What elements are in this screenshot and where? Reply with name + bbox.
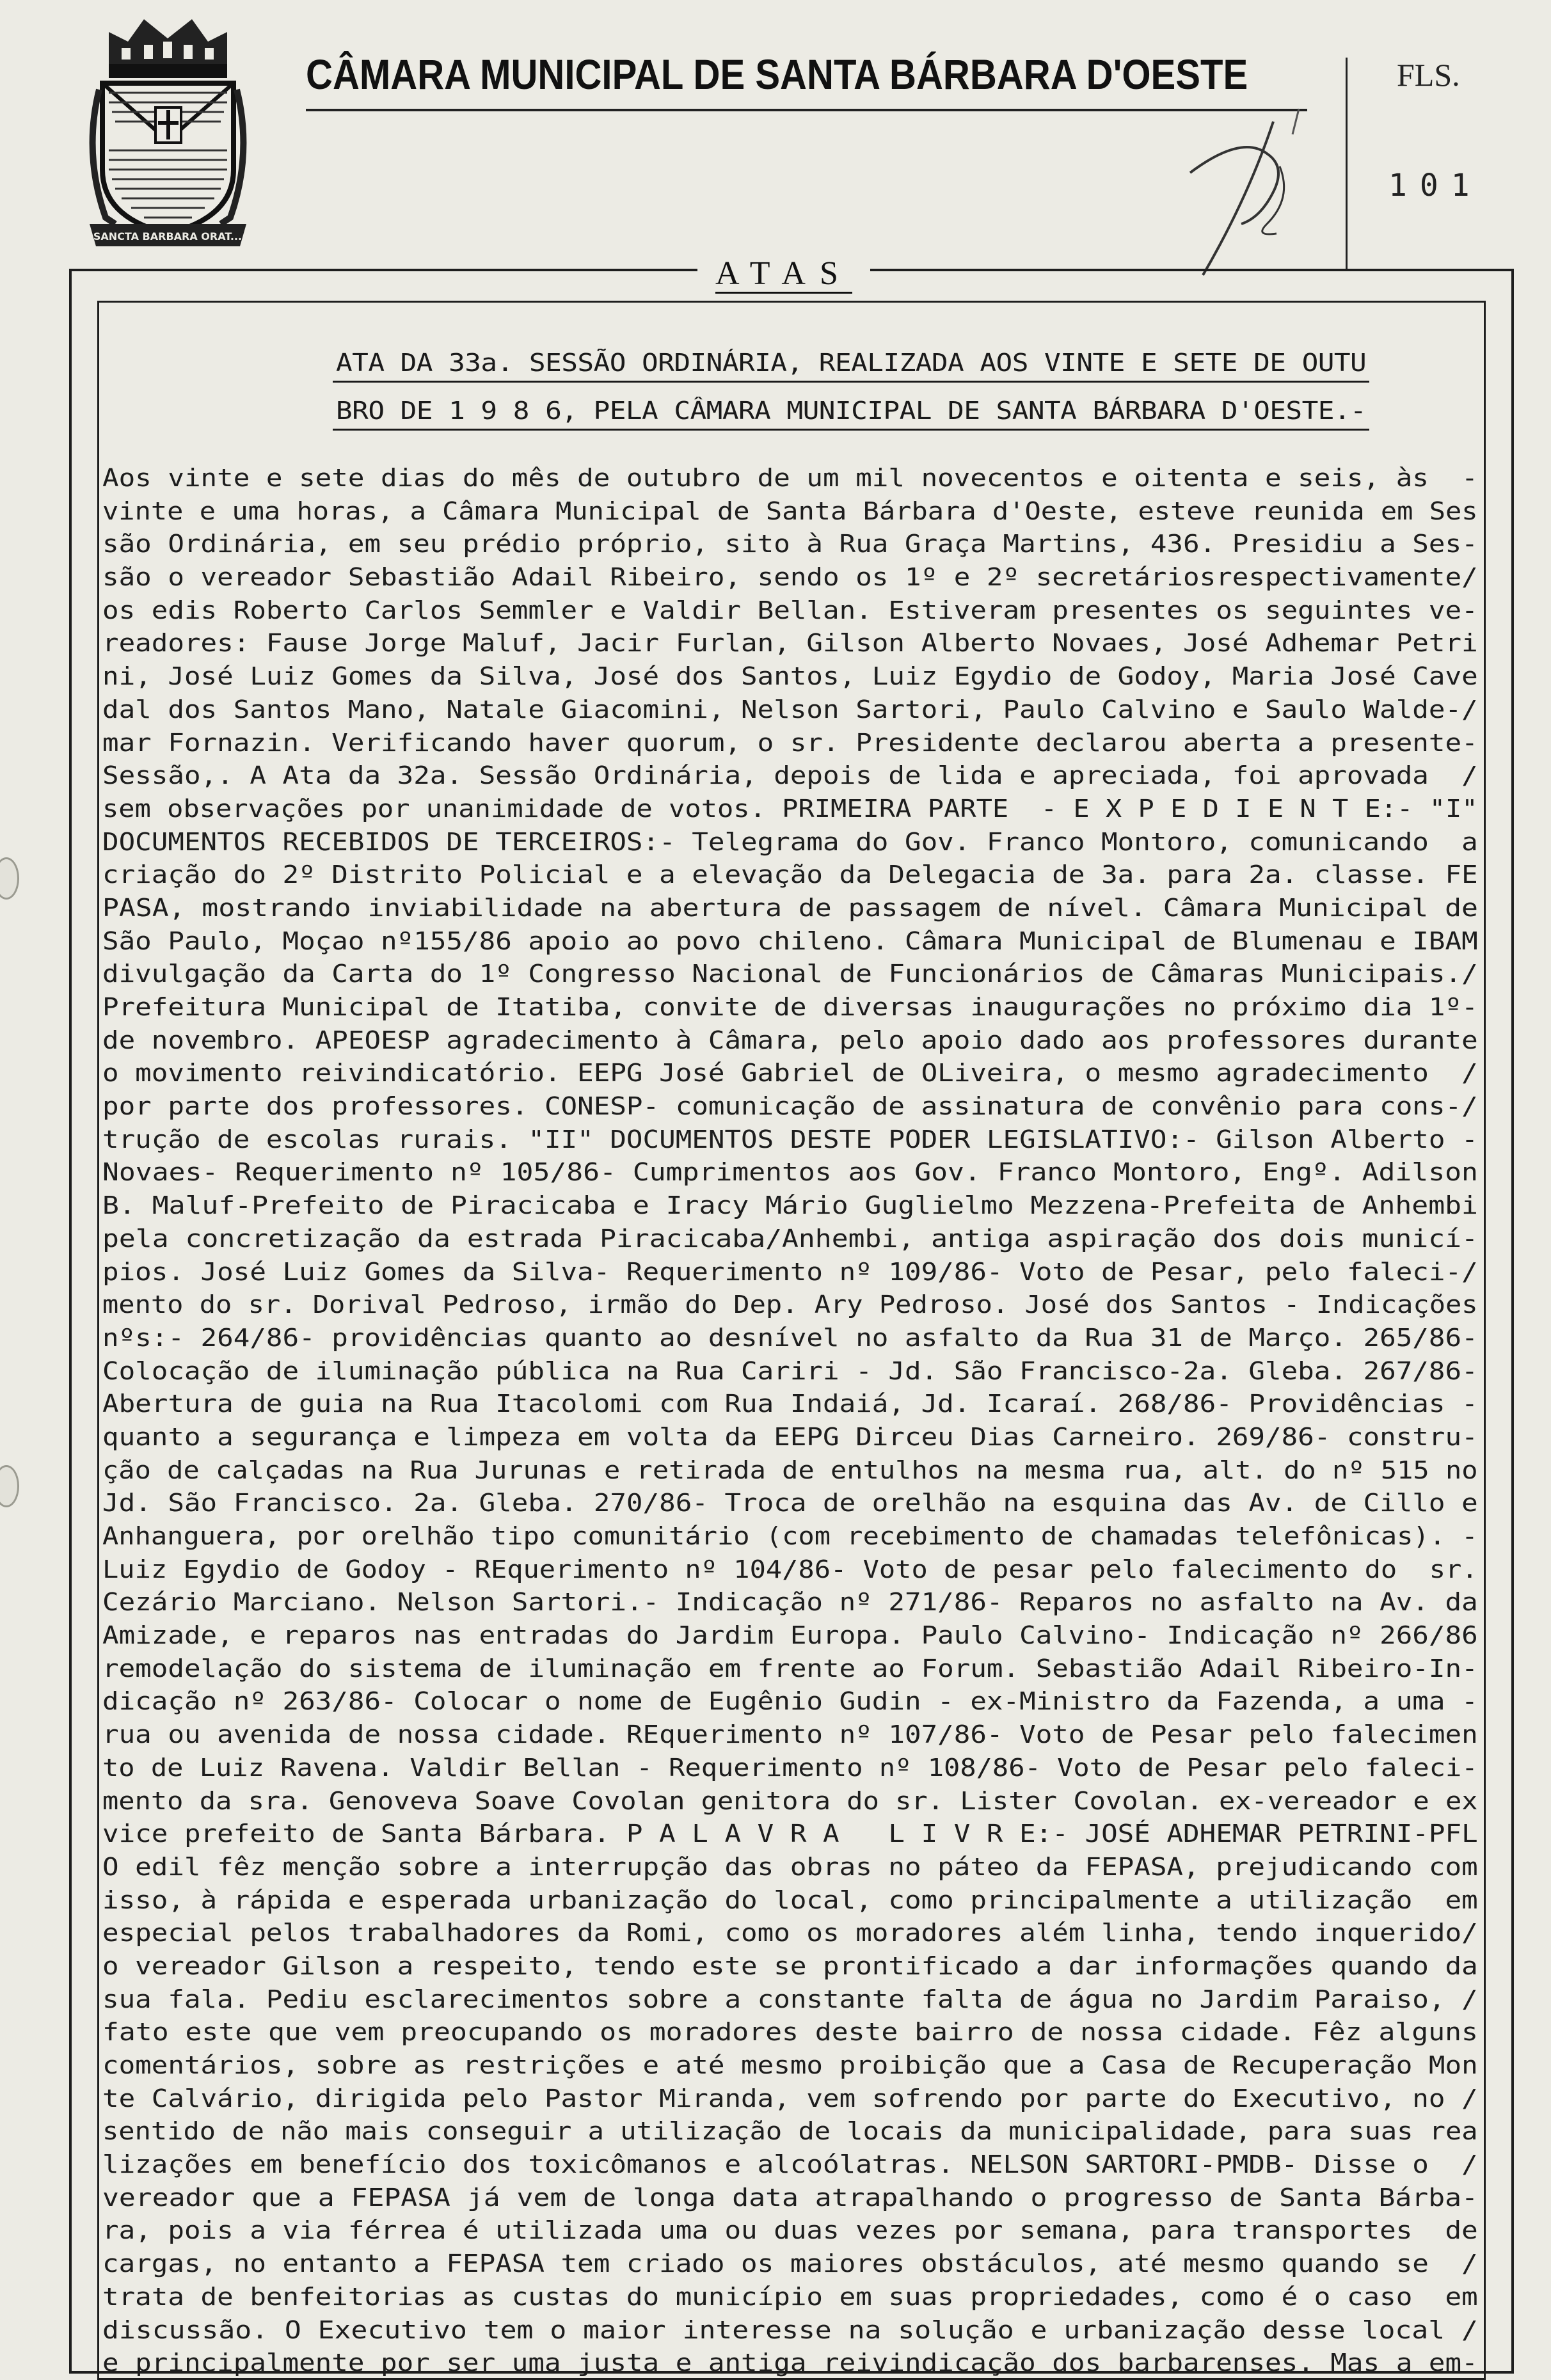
minutes-line: criação do 2º Distrito Policial e a elevação da Delegacia de 3a. para 2a. classe. FE — [102, 861, 1478, 889]
minutes-line: Prefeitura Municipal de Itatiba, convite de diversas inaugurações no próximo dia 1º- — [102, 993, 1478, 1021]
minutes-line: são Ordinária, em seu prédio próprio, sito à Rua Graça Martins, 436. Presidiu a Ses- — [102, 530, 1478, 559]
minutes-line: readores: Fause Jorge Maluf, Jacir Furlan, Gilson Alberto Novaes, José Adhemar Petri — [102, 629, 1478, 658]
minutes-line: pela concretização da estrada Piracicaba/Anhembi, antiga aspiração dos dois municí- — [102, 1224, 1478, 1253]
minutes-line: dicação nº 263/86- Colocar o nome de Eugênio Gudin - ex-Ministro da Fazenda, a uma - — [102, 1687, 1478, 1716]
minutes-line: B. Maluf-Prefeito de Piracicaba e Iracy Mário Guglielmo Mezzena-Prefeita de Anhembi — [102, 1191, 1478, 1220]
minutes-line: o movimento reivindicatório. EEPG José Gabriel de OLiveira, o mesmo agradecimento / — [102, 1059, 1478, 1088]
minutes-line: de novembro. APEOESP agradecimento à Câmara, pelo apoio dado aos professores durante — [102, 1026, 1478, 1054]
minutes-title-line-2: BRO DE 1 9 8 6, PELA CÂMARA MUNICIPAL DE SANTA BÁRBARA D'OESTE.- — [336, 397, 1367, 425]
minutes-line: lizações em benefício dos toxicômanos e alcoólatras. NELSON SARTORI-PMDB- Disse o / — [102, 2150, 1478, 2179]
minutes-line: trução de escolas rurais. "II" DOCUMENTOS DESTE PODER LEGISLATIVO:- Gilson Alberto - — [102, 1125, 1478, 1154]
minutes-line: rua ou avenida de nossa cidade. REquerimento nº 107/86- Voto de Pesar pelo falecimen — [102, 1720, 1478, 1749]
minutes-line: Sessão,. A Ata da 32a. Sessão Ordinária, depois de lida e apreciada, foi aprovada / — [102, 761, 1478, 790]
minutes-line: pios. José Luiz Gomes da Silva- Requerimento nº 109/86- Voto de Pesar, pelo faleci-/ — [102, 1257, 1478, 1286]
minutes-title-line-1: ATA DA 33a. SESSÃO ORDINÁRIA, REALIZADA AOS VINTE E SETE DE OUTU — [336, 349, 1367, 377]
minutes-line: Amizade, e reparos nas entradas do Jardim Europa. Paulo Calvino- Indicação nº 266/86 — [102, 1621, 1478, 1650]
minutes-line: Anhanguera, por orelhão tipo comunitário (com recebimento de chamadas telefônicas). - — [102, 1522, 1478, 1550]
section-heading: ATAS — [715, 257, 852, 294]
minutes-body — [102, 462, 1484, 2380]
minutes-line: vereador que a FEPASA já vem de longa data atrapalhando o progresso de Santa Bárba- — [102, 2183, 1478, 2212]
folio-label: FLS. — [1397, 57, 1460, 93]
minutes-line: cargas, no entanto a FEPASA tem criado os maiores obstáculos, até mesmo quando se / — [102, 2249, 1478, 2278]
minutes-line: quanto a segurança e limpeza em volta da EEPG Dirceu Dias Carneiro. 269/86- constru- — [102, 1422, 1478, 1451]
title-rule-2 — [333, 429, 1369, 431]
handwritten-initial-signature — [1165, 96, 1356, 282]
minutes-line: mento do sr. Dorival Pedroso, irmão do Dep. Ary Pedroso. José dos Santos - Indicações — [102, 1290, 1478, 1319]
minutes-line: são o vereador Sebastião Adail Ribeiro, sendo os 1º e 2º secretáriosrespectivamente/ — [102, 563, 1478, 592]
minutes-line: ra, pois a via férrea é utilizada uma ou duas vezes por semana, para transportes de — [102, 2216, 1478, 2245]
minutes-line: to de Luiz Ravena. Valdir Bellan - Requerimento nº 108/86- Voto de Pesar pelo faleci- — [102, 1753, 1478, 1782]
minutes-line: ção de calçadas na Rua Jurunas e retirada de entulhos na mesma rua, alt. do nº 515 no — [102, 1456, 1478, 1484]
section-heading-box — [697, 257, 870, 294]
minutes-line: sentido de não mais conseguir a utilização de locais da municipalidade, para suas rea — [102, 2117, 1478, 2146]
minutes-line: divulgação da Carta do 1º Congresso Nacional de Funcionários de Câmaras Municipais./ — [102, 960, 1478, 988]
punch-hole — [0, 1465, 19, 1507]
minutes-line: comentários, sobre as restrições e até mesmo proibição que a Casa de Recuperação Mon — [102, 2051, 1478, 2079]
minutes-line: PASA, mostrando inviabilidade na abertura de passagem de nível. Câmara Municipal de — [102, 893, 1478, 922]
minutes-line: mar Fornazin. Verificando haver quorum, o sr. Presidente declarou aberta a presente- — [102, 728, 1478, 757]
minutes-line: trata de benfeitorias as custas do município em suas propriedades, como é o caso em — [102, 2282, 1478, 2311]
coat-of-arms-icon — [83, 13, 253, 250]
minutes-line: sem observações por unanimidade de votos. PRIMEIRA PARTE - E X P E D I E N T E:- "I" — [102, 794, 1478, 823]
folio-number: 101 — [1388, 168, 1483, 203]
title-underline — [306, 109, 1307, 111]
minutes-line: discussão. O Executivo tem o maior interesse na solução e urbanização desse local / — [102, 2315, 1478, 2344]
minutes-line: mento da sra. Genoveva Soave Covolan genitora do sr. Lister Covolan. ex-vereador e ex — [102, 1786, 1478, 1815]
minutes-line: O edil fêz menção sobre a interrupção das obras no páteo da FEPASA, prejudicando com — [102, 1852, 1478, 1881]
minutes-line: sua fala. Pediu esclarecimentos sobre a constante falta de água no Jardim Paraiso, / — [102, 1985, 1478, 2013]
minutes-line: Abertura de guia na Rua Itacolomi com Rua Indaiá, Jd. Icaraí. 268/86- Providências - — [102, 1390, 1478, 1418]
minutes-line: São Paulo, Moçao nº155/86 apoio ao povo chileno. Câmara Municipal de Blumenau e IBAM — [102, 926, 1478, 955]
minutes-line: Cezário Marciano. Nelson Sartori.- Indicação nº 271/86- Reparos no asfalto na Av. da — [102, 1588, 1478, 1617]
minutes-line: DOCUMENTOS RECEBIDOS DE TERCEIROS:- Telegrama do Gov. Franco Montoro, comunicando a — [102, 827, 1478, 856]
minutes-line: ni, José Luiz Gomes da Silva, José dos Santos, Luiz Egydio de Godoy, Maria José Cave — [102, 662, 1478, 691]
minutes-line: Aos vinte e sete dias do mês de outubro de um mil novecentos e oitenta e seis, às - — [102, 464, 1478, 492]
minutes-line: Novaes- Requerimento nº 105/86- Cumprimentos aos Gov. Franco Montoro, Engº. Adilson — [102, 1158, 1478, 1187]
minutes-line: especial pelos trabalhadores da Romi, como os moradores além linha, tendo inquerido/ — [102, 1919, 1478, 1948]
minutes-line: te Calvário, dirigida pelo Pastor Miranda, vem sofrendo por parte do Executivo, no / — [102, 2084, 1478, 2113]
institution-title: CÂMARA MUNICIPAL DE SANTA BÁRBARA D'OESTE — [306, 51, 1248, 98]
minutes-line: isso, à rápida e esperada urbanização do local, como principalmente a utilização em — [102, 1885, 1478, 1914]
minutes-line: Luiz Egydio de Godoy - REquerimento nº 104/86- Voto de pesar pelo falecimento do sr. — [102, 1555, 1478, 1583]
minutes-line: vinte e uma horas, a Câmara Municipal de Santa Bárbara d'Oeste, esteve reunida em Ses — [102, 496, 1478, 525]
minutes-line: Jd. São Francisco. 2a. Gleba. 270/86- Troca de orelhão na esquina das Av. de Cillo e — [102, 1489, 1478, 1518]
minutes-line: Colocação de iluminação pública na Rua Cariri - Jd. São Francisco-2a. Gleba. 267/86- — [102, 1356, 1478, 1385]
minutes-line: os edis Roberto Carlos Semmler e Valdir Bellan. Estiveram presentes os seguintes ve- — [102, 596, 1478, 624]
minutes-line: nºs:- 264/86- providências quanto ao desnível no asfalto da Rua 31 de Março. 265/86- — [102, 1323, 1478, 1352]
minutes-line: fato este que vem preocupando os moradores deste bairro de nossa cidade. Fêz alguns — [102, 2018, 1478, 2047]
minutes-line: vice prefeito de Santa Bárbara. P A L A V R A L I V R E:- JOSÉ ADHEMAR PETRINI-PFL — [102, 1820, 1478, 1848]
minutes-line: remodelação do sistema de iluminação em frente ao Forum. Sebastião Adail Ribeiro-In- — [102, 1654, 1478, 1683]
title-rule-1 — [333, 381, 1369, 383]
punch-hole — [0, 857, 19, 900]
minutes-line: dal dos Santos Mano, Natale Giacomini, Nelson Sartori, Paulo Calvino e Saulo Walde-/ — [102, 695, 1478, 724]
minutes-line: e principalmente por ser uma justa e antiga reivindicação dos barbarenses. Mas a em- — [102, 2349, 1478, 2377]
svg-text:SANCTA BARBARA ORAT...: SANCTA BARBARA ORAT... — [93, 230, 243, 242]
minutes-line: o vereador Gilson a respeito, tendo este se prontificado a dar informações quando da — [102, 1951, 1478, 1980]
minutes-line: por parte dos professores. CONESP- comunicação de assinatura de convênio para cons-/ — [102, 1092, 1478, 1121]
